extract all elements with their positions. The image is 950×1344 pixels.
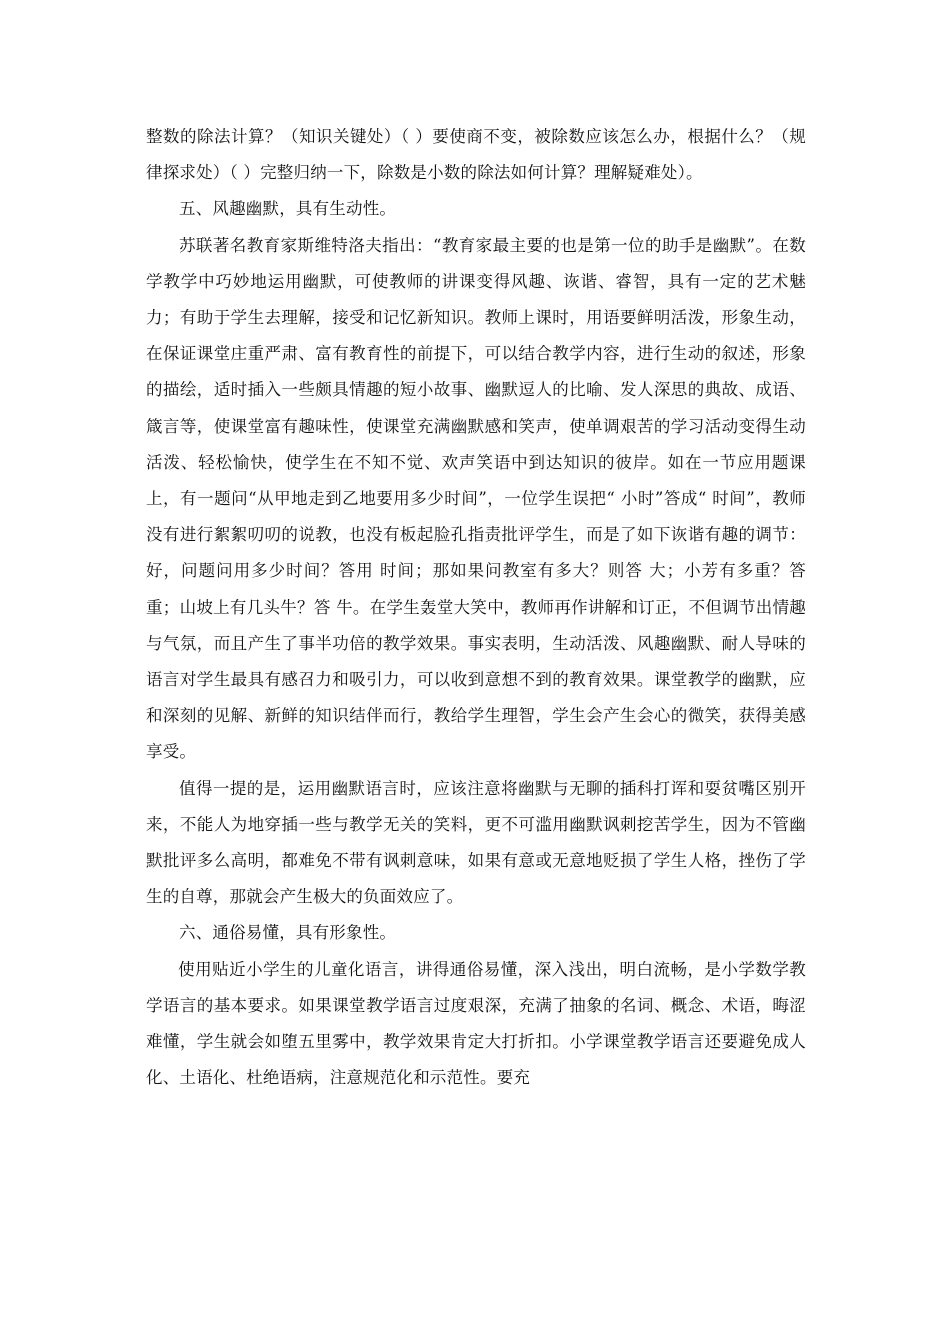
paragraph-continuation: 整数的除法计算？（知识关键处）（ ）要使商不变，被除数应该怎么办，根据什么？（规律探求处）（ ）完整归纳一下，除数是小数的除法如何计算？理解疑难处）。 [146,127,806,183]
section-heading-six: 六、通俗易懂，具有形象性。 [179,923,397,943]
paragraph-plain-language: 使用贴近小学生的儿童化语言，讲得通俗易懂，深入浅出，明白流畅，是小学数学教学语言的基本要求。如果课堂教学语言过度艰深，充满了抽象的名词、概念、术语，晦涩难懂，学生就会如堕五里雾中，教学效果肯定大打折扣。小学课堂教学语言还要避免成人化、土语化、杜绝语病，注意规范化和示范性。要充 [146,959,806,1088]
document-body [146,119,806,1096]
paragraph-humor: 苏联著名教育家斯维特洛夫指出：“教育家最主要的也是第一位的助手是幽默”。在数学教学中巧妙地运用幽默，可使教师的讲课变得风趣、诙谐、睿智，具有一定的艺术魅力；有助于学生去理解，接受和记忆新知识。教师上课时，用语要鲜明活泼，形象生动，在保证课堂庄重严肃、富有教育性的前提下，可以结合教学内容，进行生动的叙述，形象的描绘，适时插入一些颇具情趣的短小故事、幽默逗人的比喻、发人深思的典故、成语、箴言等，使课堂富有趣味性，使课堂充满幽默感和笑声，使单调艰苦的学习活动变得生动活泼、轻松愉快，使学生在不知不觉、欢声笑语中到达知识的彼岸。如在一节应用题课上，有一题问“从甲地走到乙地要用多少时间”，一位学生误把“ 小时”答成“ 时间”，教师没有进行絮絮叨叨的说教，也没有板起脸孔指责批评学生，而是了如下诙谐有趣的调节：好，问题问用多少时间？答用 时间；那如果问教室有多大？则答 大；小芳有多重？答 重；山坡上有几头牛？答 牛。在学生轰堂大笑中，教师再作讲解和订正，不但调节出情趣与气氛，而且产生了事半功倍的教学效果。事实表明，生动活泼、风趣幽默、耐人导味的语言对学生最具有感召力和吸引力，可以收到意想不到的教育效果。课堂教学的幽默，应和深刻的见解、新鲜的知识结伴而行，教给学生理智，学生会产生会心的微笑，获得美感享受。 [146,235,806,762]
paragraph-humor-caution: 值得一提的是，运用幽默语言时，应该注意将幽默与无聊的插科打诨和耍贫嘴区别开来，不能人为地穿插一些与教学无关的笑料，更不可滥用幽默讽刺挖苦学生，因为不管幽默批评多么高明，都难免不带有讽刺意味，如果有意或无意地贬损了学生人格，挫伤了学生的自尊，那就会产生极大的负面效应了。 [146,778,806,907]
section-heading-five: 五、风趣幽默，具有生动性。 [179,199,397,219]
